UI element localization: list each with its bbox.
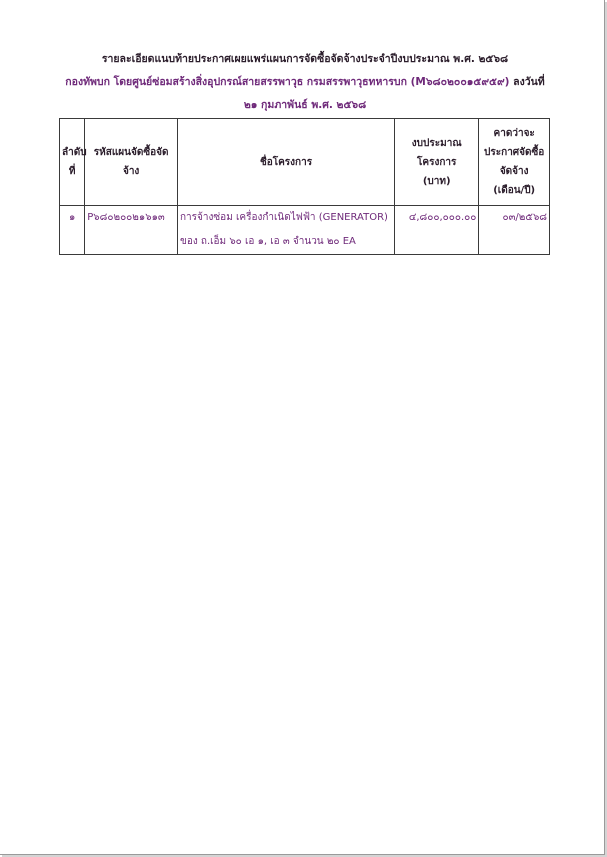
project-name-line-1: การจ้างซ่อม เครื่องกำเนิดไฟฟ้า (GENERATOR) [180,212,388,223]
header-title-line: รายละเอียดแนบท้ายประกาศเผยแพร่แผนการจัดซื้อจัดจ้างประจำปีงบประมาณ พ.ศ. ๒๕๖๘ [101,53,509,65]
column-header-plan-code: รหัสแผนจัดซื้อจัด จ้าง [85,119,178,206]
column-header-budget: งบประมาณ โครงการ (บาท) [395,119,479,206]
procurement-plan-table [59,118,550,255]
project-name-line-2: ของ ถ.เอ็ม ๖๐ เอ ๑, เอ ๓ จำนวน ๒๐ EA [180,236,356,247]
cell-budget: ๔,๘๐๐,๐๐๐.๐๐ [395,206,479,255]
cell-expected-date: ๐๓/๒๕๖๘ [479,206,550,255]
cell-plan-code: P๖๘๐๒๐๐๒๑๖๑๓ [85,206,178,255]
table-header-row [60,119,550,206]
column-header-no: ลำดับ ที่ [60,119,85,206]
table-row [60,206,550,255]
cell-project-name [178,206,395,255]
header-date-line: ๒๑ กุมภาพันธ์ พ.ศ. ๒๕๖๘ [243,99,367,111]
column-header-project-name: ชื่อโครงการ [178,119,395,206]
header-agency-text: กองทัพบก โดยศูนย์ซ่อมสร้างสิ่งอุปกรณ์สายสรรพาวุธ กรมสรรพาวุธทหารบก (M๖๘๐๒๐๐๑๕๙๕๙) [65,76,510,88]
cell-no: ๑ [60,206,85,255]
header-agency-line [40,71,570,94]
header-dated-label: ลงวันที่ [513,76,545,88]
column-header-expected-date: คาดว่าจะ ประกาศจัดซื้อ จัดจ้าง (เดือน/ปี) [479,119,550,206]
document-header [40,48,570,117]
